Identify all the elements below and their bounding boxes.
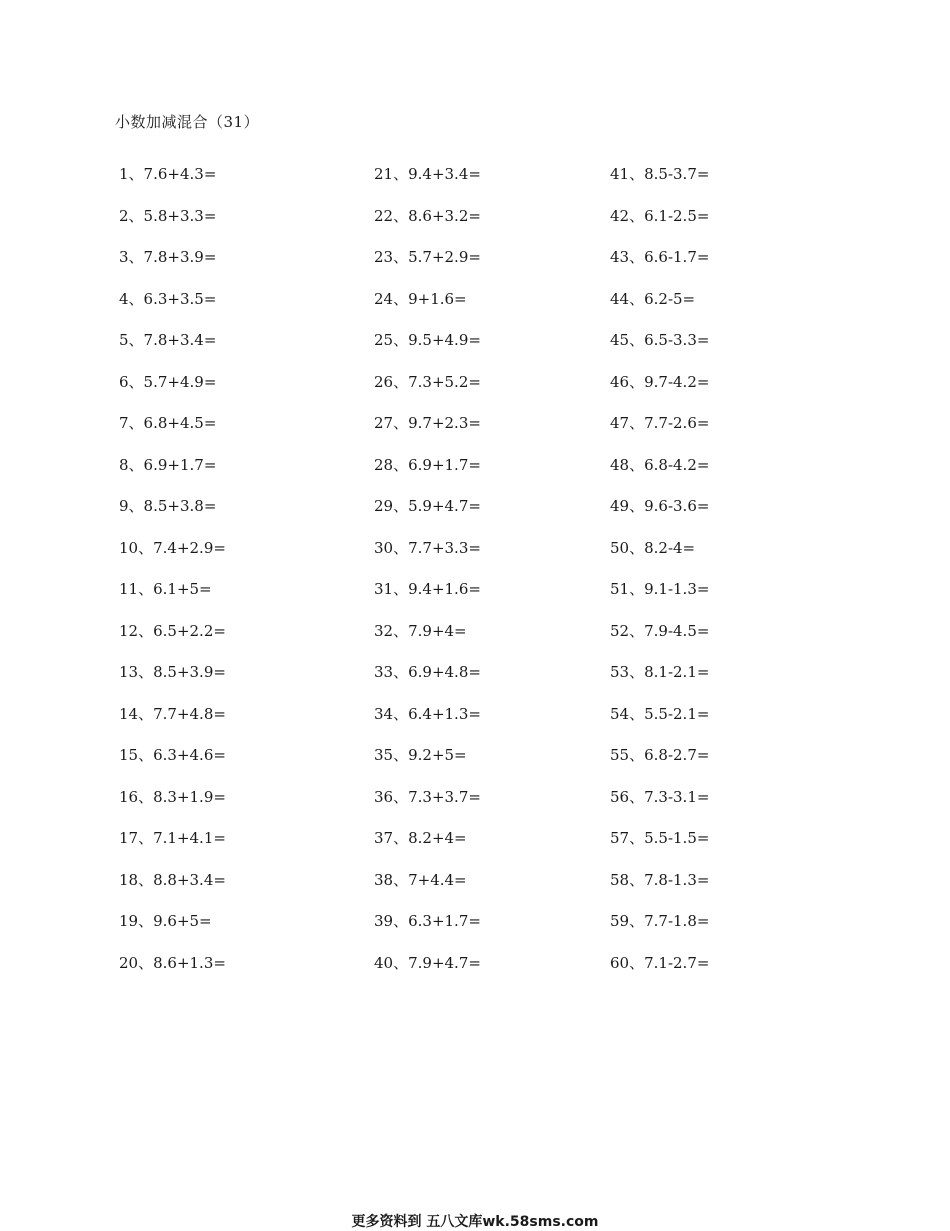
problem-item: 36、7.3+3.7= [374, 787, 481, 806]
problem-item: 20、8.6+1.3= [119, 953, 226, 972]
problem-column-3 [610, 162, 709, 992]
problem-item: 13、8.5+3.9= [119, 663, 226, 681]
problem-item: 12、6.5+2.2= [119, 621, 226, 640]
problem-item: 1、7.6+4.3= [119, 165, 217, 183]
problem-item: 51、9.1-1.3= [610, 580, 710, 598]
problem-item: 22、8.6+3.2= [374, 206, 481, 225]
problem-item: 21、9.4+3.4= [374, 165, 481, 183]
problem-item: 33、6.9+4.8= [374, 663, 481, 681]
problem-item: 56、7.3-3.1= [610, 787, 710, 806]
problem-item: 52、7.9-4.5= [610, 621, 710, 640]
problem-item: 40、7.9+4.7= [374, 953, 481, 972]
problem-item: 57、5.5-1.5= [610, 829, 710, 847]
problem-item: 38、7+4.4= [374, 870, 467, 889]
problem-item: 42、6.1-2.5= [610, 206, 710, 225]
problem-item: 19、9.6+5= [119, 912, 212, 930]
problem-item: 45、6.5-3.3= [610, 331, 710, 349]
problem-item: 11、6.1+5= [119, 580, 212, 598]
problem-item: 44、6.2-5= [610, 289, 696, 308]
problem-item: 8、6.9+1.7= [119, 455, 217, 474]
page-title: 小数加减混合（31） [115, 113, 260, 131]
problem-item: 39、6.3+1.7= [374, 912, 481, 930]
problem-item: 15、6.3+4.6= [119, 746, 226, 764]
problem-item: 32、7.9+4= [374, 621, 467, 640]
problem-item: 4、6.3+3.5= [119, 289, 217, 308]
problem-item: 30、7.7+3.3= [374, 538, 481, 557]
problem-item: 18、8.8+3.4= [119, 870, 226, 889]
problem-item: 35、9.2+5= [374, 746, 467, 764]
problem-item: 16、8.3+1.9= [119, 787, 226, 806]
problem-item: 58、7.8-1.3= [610, 870, 710, 889]
problem-item: 23、5.7+2.9= [374, 248, 481, 266]
problem-column-1 [119, 162, 226, 992]
problem-item: 9、8.5+3.8= [119, 497, 217, 515]
problem-item: 2、5.8+3.3= [119, 206, 217, 225]
problem-item: 17、7.1+4.1= [119, 829, 226, 847]
problem-item: 54、5.5-2.1= [610, 704, 710, 723]
problem-item: 47、7.7-2.6= [610, 414, 710, 432]
problem-item: 25、9.5+4.9= [374, 331, 481, 349]
problem-item: 26、7.3+5.2= [374, 372, 481, 391]
problem-item: 48、6.8-4.2= [610, 455, 710, 474]
problem-item: 50、8.2-4= [610, 538, 696, 557]
problem-item: 55、6.8-2.7= [610, 746, 710, 764]
problem-item: 59、7.7-1.8= [610, 912, 710, 930]
problem-item: 60、7.1-2.7= [610, 953, 710, 972]
problem-item: 34、6.4+1.3= [374, 704, 481, 723]
problem-item: 3、7.8+3.9= [119, 248, 217, 266]
problem-item: 5、7.8+3.4= [119, 331, 217, 349]
footer-watermark: 更多资料到 五八文库wk.58sms.com [351, 1214, 599, 1230]
problem-item: 31、9.4+1.6= [374, 580, 481, 598]
problem-item: 49、9.6-3.6= [610, 497, 710, 515]
problem-item: 24、9+1.6= [374, 289, 467, 308]
problem-item: 10、7.4+2.9= [119, 538, 226, 557]
problem-item: 27、9.7+2.3= [374, 414, 481, 432]
problem-item: 28、6.9+1.7= [374, 455, 481, 474]
problem-item: 43、6.6-1.7= [610, 248, 710, 266]
problem-item: 37、8.2+4= [374, 829, 467, 847]
problem-column-2 [374, 162, 481, 992]
problem-item: 41、8.5-3.7= [610, 165, 710, 183]
problem-item: 14、7.7+4.8= [119, 704, 226, 723]
problem-item: 7、6.8+4.5= [119, 414, 217, 432]
problem-item: 29、5.9+4.7= [374, 497, 481, 515]
problem-item: 53、8.1-2.1= [610, 663, 710, 681]
problem-item: 6、5.7+4.9= [119, 372, 217, 391]
problem-item: 46、9.7-4.2= [610, 372, 710, 391]
